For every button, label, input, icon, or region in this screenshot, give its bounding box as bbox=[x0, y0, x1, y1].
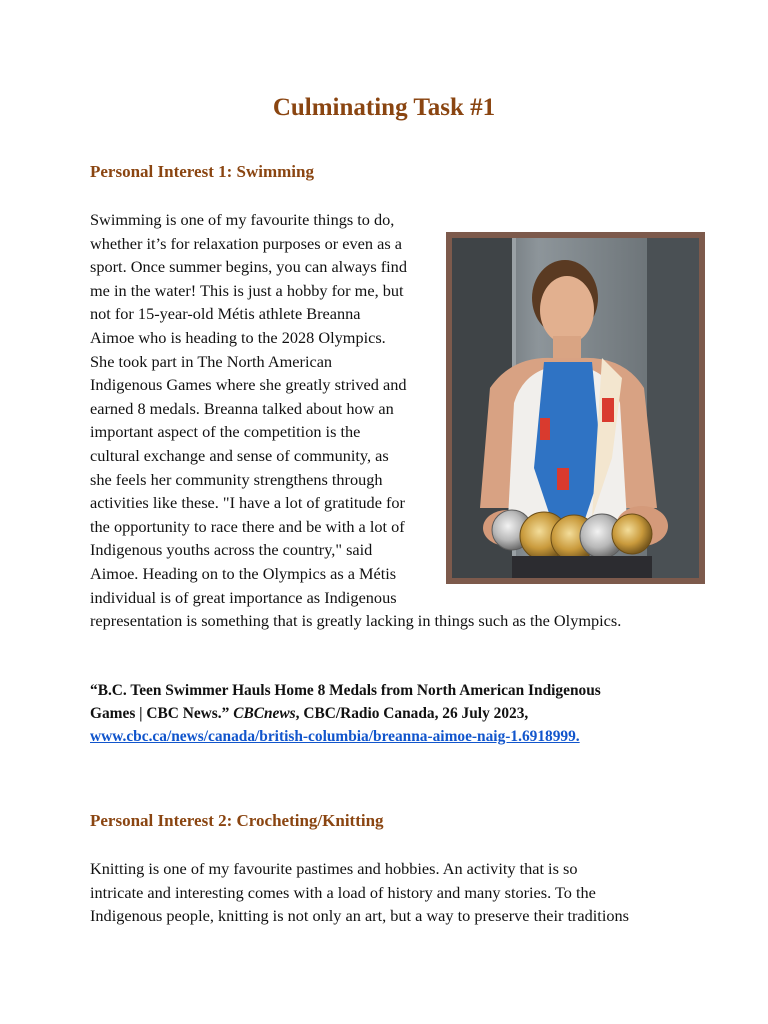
text-line: important aspect of the competition is the bbox=[90, 422, 361, 442]
text-line: individual is of great importance as Indigenous bbox=[90, 587, 397, 607]
section-heading-swimming: Personal Interest 1: Swimming bbox=[90, 162, 314, 181]
citation-text: Games | CBC News.” bbox=[90, 705, 234, 722]
text-line: the opportunity to race there and be with a lot of bbox=[90, 516, 405, 536]
athlete-photo bbox=[446, 232, 705, 584]
text-line: activities like these. "I have a lot of gratitude for bbox=[90, 493, 405, 513]
text-line: earned 8 medals. Breanna talked about how an bbox=[90, 398, 394, 418]
citation-text: , CBC/Radio Canada, 26 July 2023, bbox=[295, 705, 529, 722]
text-line: Aimoe. Heading on to the Olympics as a Métis bbox=[90, 563, 397, 583]
text-line: Swimming is one of my favourite things to do, bbox=[90, 210, 395, 229]
text-line: sport. Once summer begins, you can always find bbox=[90, 257, 407, 277]
text-line: cultural exchange and sense of community, as bbox=[90, 445, 389, 465]
text-line: Aimoe who is heading to the 2028 Olympics. bbox=[90, 327, 386, 347]
citation-line bbox=[90, 702, 690, 725]
citation-link[interactable]: www.cbc.ca/news/canada/british-columbia/breanna-aimoe-naig-1.6918999. bbox=[90, 728, 580, 745]
athlete-photo-illustration bbox=[452, 238, 699, 578]
text-line: she feels her community strengthens through bbox=[90, 469, 383, 489]
citation-line bbox=[90, 725, 690, 748]
text-line: not for 15-year-old Métis athlete Breanna bbox=[90, 304, 361, 324]
text-line: Indigenous youths across the country," said bbox=[90, 540, 373, 560]
text-line: She took part in The North American bbox=[90, 351, 333, 371]
document-title: Culminating Task #1 bbox=[272, 94, 496, 121]
text-line: Indigenous Games where she greatly strived and bbox=[90, 375, 407, 395]
section-heading-knitting: Personal Interest 2: Crocheting/Knitting bbox=[90, 811, 384, 830]
citation-publication: CBCnews bbox=[233, 705, 296, 722]
text-line: whether it’s for relaxation purposes or even as a bbox=[90, 233, 402, 253]
text-line: Knitting is one of my favourite pastimes and hobbies. An activity that is so bbox=[90, 859, 578, 878]
text-line: Indigenous people, knitting is not only an art, but a way to preserve their traditions bbox=[90, 906, 629, 926]
knitting-paragraph bbox=[90, 857, 680, 928]
citation bbox=[90, 679, 690, 748]
text-line: me in the water! This is just a hobby for me, but bbox=[90, 280, 404, 300]
citation-line: “B.C. Teen Swimmer Hauls Home 8 Medals from North American Indigenous bbox=[90, 682, 601, 699]
text-line: intricate and interesting comes with a load of history and many stories. To the bbox=[90, 882, 596, 902]
text-line: representation is something that is greatly lacking in things such as the Olympics. bbox=[90, 611, 622, 631]
